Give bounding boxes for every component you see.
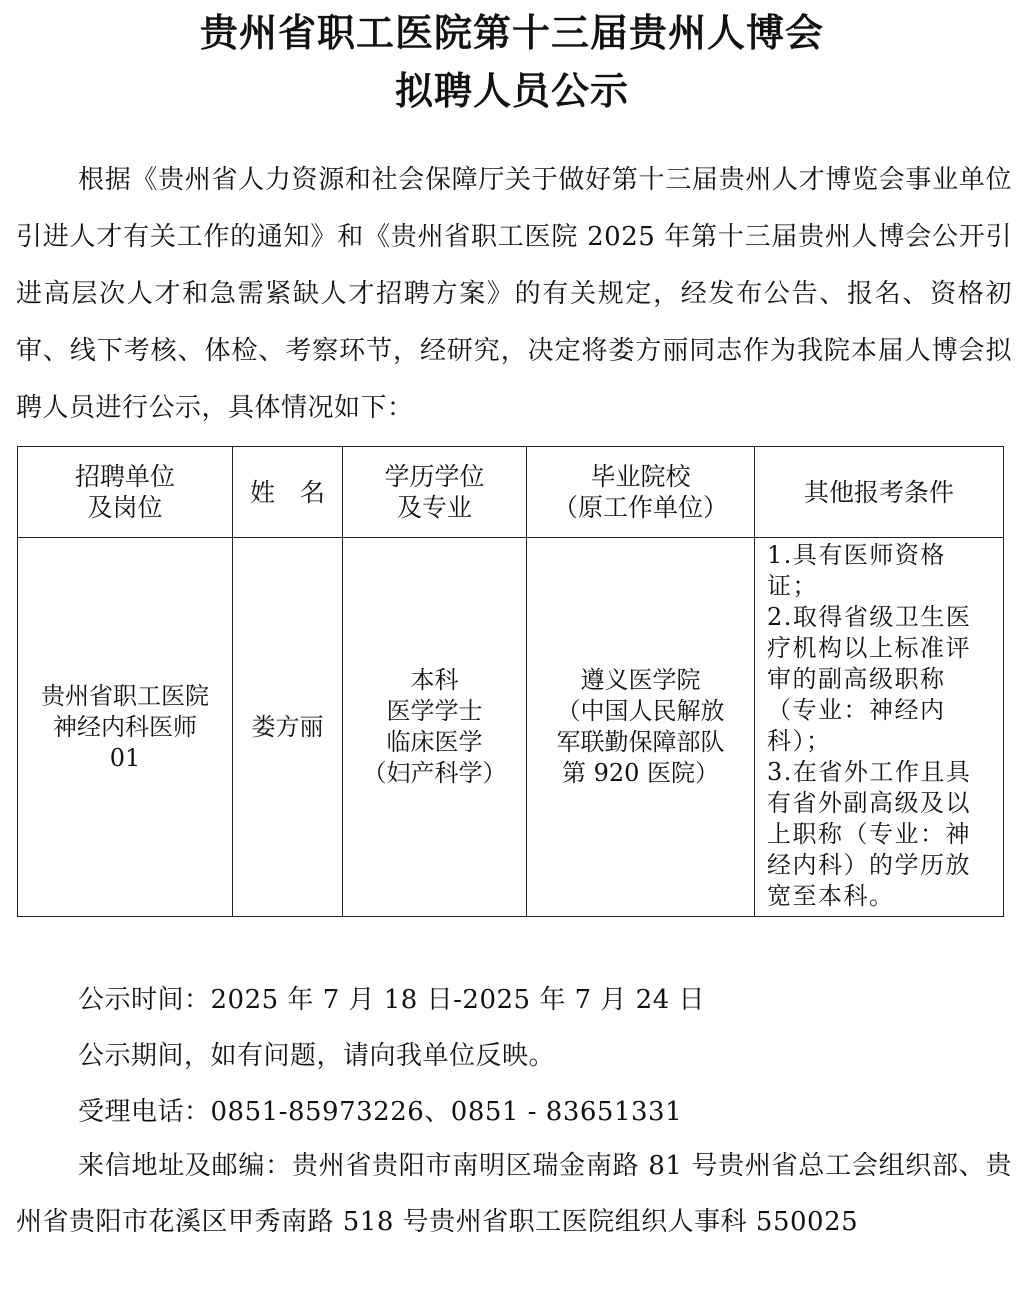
school-line4: 第 920 医院） <box>561 759 720 787</box>
condition-line: 科）； <box>767 727 832 755</box>
header-school <box>527 447 755 538</box>
header-education-line2: 及专业 <box>396 493 472 522</box>
contact-phone <box>16 1084 1012 1140</box>
header-unit-line1: 招聘单位 <box>74 462 175 491</box>
feedback-notice <box>16 1028 1012 1084</box>
condition-line: 疗机构以上标准评 <box>767 634 971 662</box>
feedback-notice-text: 公示期间，如有问题，请向我单位反映。 <box>78 1041 556 1071</box>
school-line2: （中国人民解放 <box>556 697 725 725</box>
condition-line: 3.在省外工作且具 <box>767 758 972 786</box>
education-line4: （妇产科学） <box>362 759 507 787</box>
cell-unit <box>18 538 233 917</box>
school-line1: 遵义医学院 <box>580 666 701 694</box>
contact-phone-text: 受理电话：0851-85973226、0851 - 83651331 <box>78 1097 683 1127</box>
education-line1: 本科 <box>410 666 459 694</box>
cell-school <box>527 538 755 917</box>
recruitment-table <box>17 446 1004 917</box>
condition-line: 宽至本科。 <box>767 882 895 910</box>
cell-conditions <box>755 538 1004 917</box>
publicity-period-text: 公示时间：2025 年 7 月 18 日-2025 年 7 月 24 日 <box>78 985 706 1015</box>
condition-line: 审的副高级职称 <box>767 665 946 693</box>
education-line3: 临床医学 <box>386 728 483 756</box>
header-school-line2: （原工作单位） <box>552 493 728 522</box>
unit-line1: 贵州省职工医院 <box>41 681 209 710</box>
intro-paragraph: 根据《贵州省人力资源和社会保障厅关于做好第十三届贵州人才博览会事业单位引进人才有关工作的通知》和《贵州省职工医院 2025 年第十三届贵州人博会公开引进高层次人才和急需紧缺人才招聘方案》的有关规定，经发布公告、报名、资格初审、线下考核、体检、考察环节，经研究，决定将娄方丽同志作为我院本届人博会拟聘人员进行公示，具体情况如下： <box>16 165 1012 423</box>
condition-line: 上职称（专业：神 <box>767 820 971 848</box>
document-title-line2: 拟聘人员公示 <box>394 69 629 113</box>
header-unit-line2: 及岗位 <box>87 493 163 522</box>
education-line2: 医学学士 <box>386 697 483 725</box>
condition-line: 经内科）的学历放 <box>767 851 971 879</box>
condition-line: 有省外副高级及以 <box>767 789 971 817</box>
header-name: 姓 名 <box>233 447 343 538</box>
condition-line: 证； <box>767 572 818 600</box>
condition-line: （专业：神经内 <box>767 696 946 724</box>
cell-education <box>343 538 527 917</box>
header-unit <box>18 447 233 538</box>
unit-line3: 01 <box>109 743 141 772</box>
header-conditions: 其他报考条件 <box>755 447 1004 538</box>
condition-line: 2.取得省级卫生医 <box>767 603 972 631</box>
header-education-line1: 学历学位 <box>384 462 485 491</box>
table-header-row <box>18 447 1004 538</box>
cell-name: 娄方丽 <box>233 538 343 917</box>
document-title-line1: 贵州省职工医院第十三届贵州人博会 <box>199 11 824 55</box>
unit-line2: 神经内科医师 <box>53 712 197 741</box>
publicity-period <box>16 972 1012 1028</box>
mailing-address: 来信地址及邮编：贵州省贵阳市南明区瑞金南路 81 号贵州省总工会组织部、贵州省贵阳市花溪区甲秀南路 518 号贵州省职工医院组织人事科 550025 <box>16 1151 1012 1237</box>
condition-line: 1.具有医师资格 <box>767 541 946 569</box>
header-school-line1: 毕业院校 <box>590 462 691 491</box>
school-line3: 军联勤保障部队 <box>556 728 725 756</box>
header-education <box>343 447 527 538</box>
table-row <box>18 538 1004 917</box>
